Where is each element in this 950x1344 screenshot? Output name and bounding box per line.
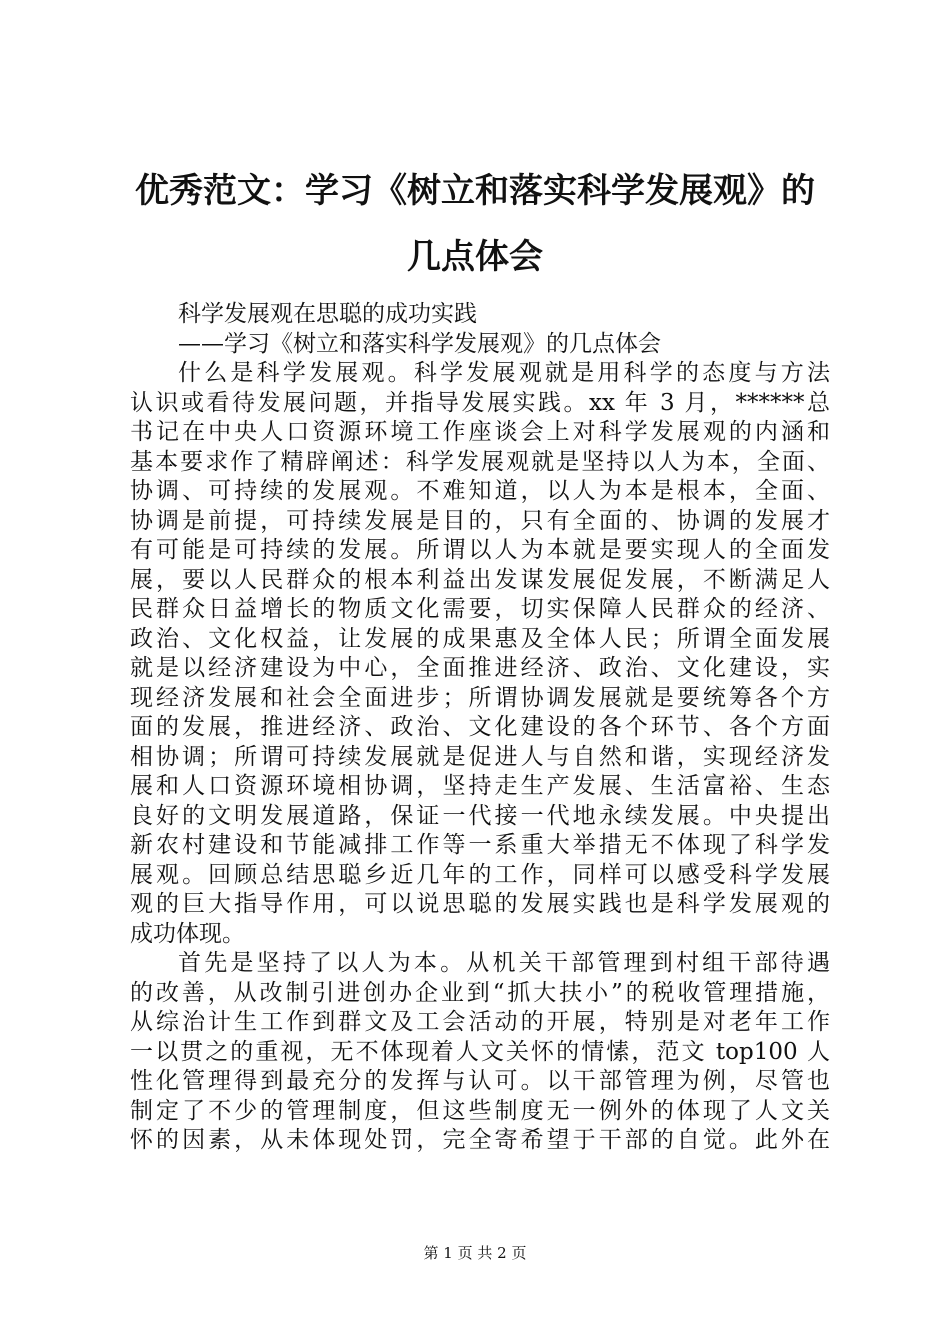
paragraph-line: 新农村建设和节能减排工作等一系重大举措无不体现了科学发 [130,832,830,858]
paragraph-line: 从综治计生工作到群文及工会活动的开展，特别是对老年工作 [130,1009,830,1035]
paragraph-line: 展，要以人民群众的根本利益出发谋发展促发展，不断满足人 [130,566,830,593]
title-line-2: 几点体会 [407,237,543,277]
subtitle: 科学发展观在思聪的成功实践 [178,301,477,327]
paragraph-line: 首先是坚持了以人为本。从机关干部管理到村组干部待遇 [178,950,830,976]
paragraph-line: 政治、文化权益，让发展的成果惠及全体人民；所谓全面发展 [130,625,830,652]
paragraph-line: 相协调；所谓可持续发展就是促进人与自然和谐，实现经济发 [130,743,830,770]
paragraph-line: 现经济发展和社会全面进步；所谓协调发展就是要统筹各个方 [130,684,830,711]
paragraph-line: 书记在中央人口资源环境工作座谈会上对科学发展观的内涵和 [130,419,830,445]
paragraph-line: 基本要求作了精辟阐述：科学发展观就是坚持以人为本，全面、 [130,448,830,475]
paragraph-line: 的改善，从改制引进创办企业到“抓大扶小”的税收管理措施， [130,979,830,1006]
paragraph-line: 展观。回顾总结思聪乡近几年的工作，同样可以感受科学发展 [130,861,830,888]
page-footer: 第 1 页 共 2 页 [423,1244,527,1262]
paragraph-line: 面的发展，推进经济、政治、文化建设的各个环节、各个方面 [130,714,830,740]
paragraph-line: 怀的因素，从未体现处罚，完全寄希望于干部的自觉。此外在 [130,1127,830,1153]
paragraph-line: 什么是科学发展观。科学发展观就是用科学的态度与方法 [178,360,830,386]
paragraph-line: 良好的文明发展道路，保证一代接一代地永续发展。中央提出 [130,802,830,829]
paragraph-line: 认识或看待发展问题，并指导发展实践。xx 年 3 月，******总 [130,389,830,416]
title-line-1: 优秀范文：学习《树立和落实科学发展观》的 [135,171,815,211]
subtitle-2: ——学习《树立和落实科学发展观》的几点体会 [178,330,661,357]
paragraph-line: 成功体现。 [130,920,245,947]
paragraph-line: 一以贯之的重视，无不体现着人文关怀的情愫，范文 top100 人 [130,1038,830,1065]
paragraph-line: 就是以经济建设为中心，全面推进经济、政治、文化建设，实 [130,655,830,681]
paragraph-line: 协调、可持续的发展观。不难知道，以人为本是根本，全面、 [130,478,830,504]
paragraph-line: 展和人口资源环境相协调，坚持走生产发展、生活富裕、生态 [130,773,830,799]
paragraph-line: 观的巨大指导作用，可以说思聪的发展实践也是科学发展观的 [130,891,830,917]
paragraph-line: 协调是前提，可持续发展是目的，只有全面的、协调的发展才 [130,507,830,534]
document-title [120,158,830,290]
document-body [130,300,830,1156]
paragraph-line: 有可能是可持续的发展。所谓以人为本就是要实现人的全面发 [130,537,830,563]
paragraph-line: 性化管理得到最充分的发挥与认可。以干部管理为例，尽管也 [130,1068,830,1094]
paragraph-2 [130,949,830,1156]
paragraph-line: 制定了不少的管理制度，但这些制度无一例外的体现了人文关 [130,1097,830,1124]
paragraph-1 [130,359,830,949]
paragraph-line: 民群众日益增长的物质文化需要，切实保障人民群众的经济、 [130,596,830,622]
